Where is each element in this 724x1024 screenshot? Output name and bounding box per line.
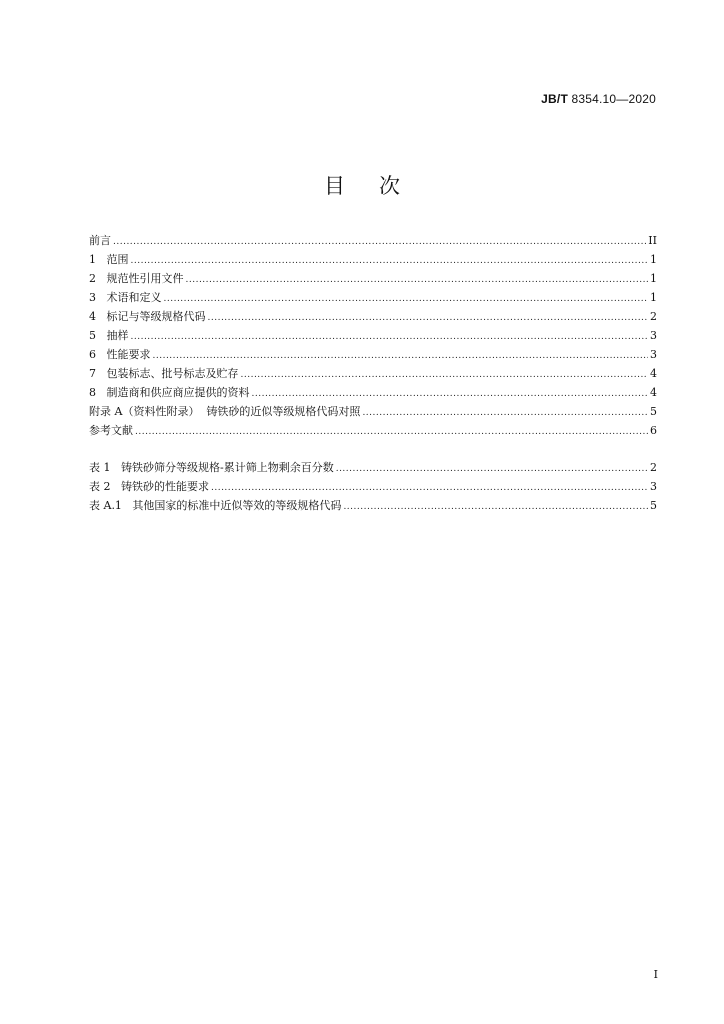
table-list-entry-page: 5 <box>650 499 657 512</box>
toc-entry-page: 3 <box>650 329 657 342</box>
toc-leader-dots <box>186 271 649 290</box>
table-list-entry-label: 表 1 铸铁砂筛分等级规格-累计筛上物剩余百分数 <box>89 461 334 474</box>
toc-leader-dots <box>113 233 646 252</box>
toc-entry-page: 6 <box>650 424 657 437</box>
toc-entry-label: 附录 A（资料性附录） 铸铁砂的近似等级规格代码对照 <box>89 405 361 418</box>
page-number: I <box>653 968 658 981</box>
toc-entry-label: 前言 <box>89 234 111 247</box>
toc-entry-label: 5 抽样 <box>89 329 129 342</box>
toc-entry-label: 2 规范性引用文件 <box>89 272 184 285</box>
toc-entry[interactable] <box>89 326 657 345</box>
toc-entry-label: 4 标记与等级规格代码 <box>89 310 206 323</box>
toc-entry[interactable] <box>89 383 657 402</box>
table-list-entry-label: 表 A.1 其他国家的标准中近似等效的等级规格代码 <box>89 499 342 512</box>
toc-entry-page: 4 <box>650 386 657 399</box>
toc-entry-page: 4 <box>650 367 657 380</box>
table-list-entry[interactable] <box>89 496 657 515</box>
table-list-entry[interactable] <box>89 477 657 496</box>
toc-entry[interactable] <box>89 269 657 288</box>
toc-leader-dots <box>164 290 649 309</box>
toc-entry-label: 3 术语和定义 <box>89 291 162 304</box>
toc-entry[interactable] <box>89 345 657 364</box>
toc-entry-page: 1 <box>650 272 657 285</box>
list-of-tables <box>89 458 657 515</box>
toc-entry-label: 参考文献 <box>89 424 133 437</box>
toc-leader-dots <box>135 423 648 442</box>
toc-entry-page: 3 <box>650 348 657 361</box>
toc-entry-page: 2 <box>650 310 657 323</box>
table-list-entry-label: 表 2 铸铁砂的性能要求 <box>89 480 209 493</box>
toc-entry[interactable] <box>89 288 657 307</box>
toc-leader-dots <box>336 460 648 479</box>
toc-entry[interactable] <box>89 421 657 440</box>
document-code <box>541 92 656 106</box>
table-list-entry-page: 3 <box>650 480 657 493</box>
toc-leader-dots <box>131 328 649 347</box>
table-list-entry[interactable] <box>89 458 657 477</box>
toc-leader-dots <box>241 366 649 385</box>
document-code-number: 8354.10—2020 <box>567 92 656 106</box>
toc-entry[interactable] <box>89 402 657 421</box>
toc-leader-dots <box>131 252 649 271</box>
table-list-entry-page: 2 <box>650 461 657 474</box>
toc-entry[interactable] <box>89 307 657 326</box>
toc-entry[interactable] <box>89 250 657 269</box>
page-title: 目次 <box>324 174 434 198</box>
table-of-contents <box>89 231 657 440</box>
toc-entry-label: 8 制造商和供应商应提供的资料 <box>89 386 250 399</box>
toc-entry-label: 6 性能要求 <box>89 348 151 361</box>
toc-leader-dots <box>362 404 648 423</box>
toc-entry-page: 1 <box>650 291 657 304</box>
toc-leader-dots <box>343 498 648 517</box>
toc-entry-label: 7 包装标志、批号标志及贮存 <box>89 367 239 380</box>
toc-entry[interactable] <box>89 231 657 250</box>
toc-leader-dots <box>208 309 649 328</box>
toc-entry-page: II <box>648 234 657 247</box>
document-code-prefix: JB/T <box>541 92 568 106</box>
toc-entry[interactable] <box>89 364 657 383</box>
toc-entry-page: 1 <box>650 253 657 266</box>
toc-entry-label: 1 范围 <box>89 253 129 266</box>
toc-entry-page: 5 <box>650 405 657 418</box>
